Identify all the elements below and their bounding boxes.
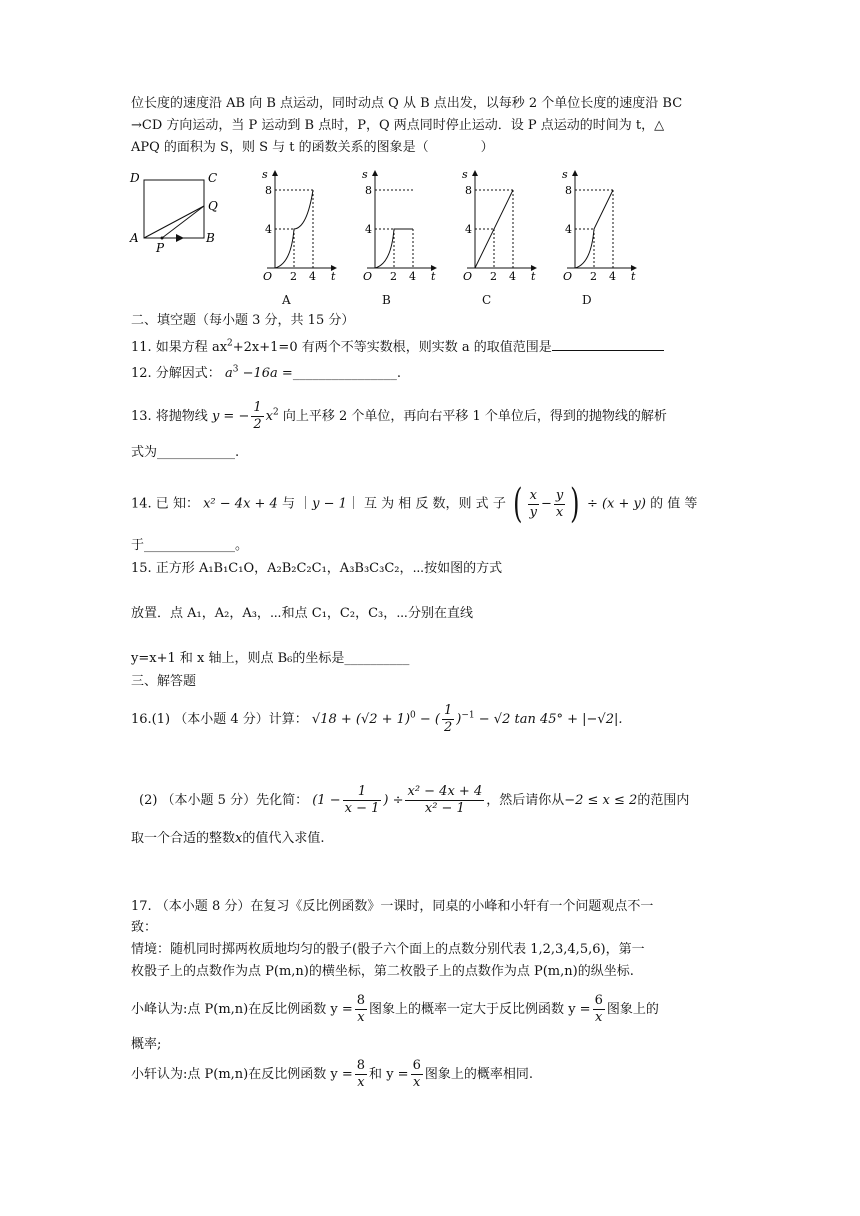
- question-14-line2: 于______________。: [131, 538, 249, 553]
- graph-option-b: [355, 168, 445, 280]
- svg-text:O: O: [363, 270, 373, 280]
- svg-text:s: s: [262, 168, 268, 181]
- svg-text:4: 4: [309, 270, 316, 280]
- option-label-b: B: [382, 293, 391, 307]
- svg-text:2: 2: [490, 270, 497, 280]
- svg-text:O: O: [263, 270, 273, 280]
- svg-text:4: 4: [565, 223, 572, 236]
- question-15-line1: 15. 正方形 A₁B₁C₁O，A₂B₂C₂C₁，A₃B₃C₃C₂，⋯按如图的方式: [131, 561, 503, 576]
- option-label-c: C: [482, 293, 492, 307]
- svg-text:t: t: [331, 270, 336, 280]
- question-16-part2-line2: 取一个合适的整数x的值代入求值.: [131, 831, 325, 846]
- answer-blank-11[interactable]: [552, 336, 664, 351]
- svg-text:O: O: [463, 270, 473, 280]
- question-17-line3: 情境：随机同时掷两枚质地均匀的骰子(骰子六个面上的点数分别代表 1,2,3,4,5,6)，第一: [131, 942, 645, 957]
- svg-text:s: s: [462, 168, 468, 181]
- question-16-part1: 16.(1) （本小题 4 分）计算： $√18 + (√2 + 1)^0$ − ( $\frac{1}{2}$ )$^{-1}$ − √2 tan 45° + |−√2|.: [131, 703, 623, 735]
- graph-option-a: [255, 168, 345, 280]
- square-figure: [126, 168, 226, 258]
- question-17-line1: 17. （本小题 8 分）在复习《反比例函数》一课时，同桌的小峰和小轩有一个问题观点不一: [131, 899, 654, 914]
- label-B: B: [206, 231, 215, 245]
- problem10-line3: APQ 的面积为 S，则 S 与 t 的函数关系的图象是（ ）: [131, 140, 494, 155]
- section3-heading: 三、解答题: [131, 674, 197, 689]
- label-D: D: [130, 171, 140, 185]
- svg-text:4: 4: [465, 223, 472, 236]
- svg-text:4: 4: [265, 223, 272, 236]
- svg-text:s: s: [362, 168, 368, 181]
- graph-option-d: [555, 168, 645, 280]
- label-P: P: [156, 241, 165, 255]
- problem10-line2: →CD 方向运动，当 P 运动到 B 点时，P，Q 两点同时停止运动．设 P 点运动的时间为 t，△: [131, 118, 665, 133]
- svg-text:8: 8: [365, 184, 372, 197]
- option-label-d: D: [582, 293, 592, 307]
- label-A: A: [130, 231, 139, 245]
- svg-text:4: 4: [509, 270, 516, 280]
- svg-text:8: 8: [565, 184, 572, 197]
- svg-text:t: t: [431, 270, 436, 280]
- svg-text:8: 8: [465, 184, 472, 197]
- question-13: 13. 将抛物线 y = − $\frac{1}{2}$ $x^2$ 向上平移 2 个单位，再向右平移 1 个单位后，得到的抛物线的解析: [131, 400, 667, 432]
- option-label-a: A: [282, 293, 291, 307]
- svg-text:8: 8: [265, 184, 272, 197]
- question-11: 11. 如果方程 $ax^2+2x+1=0$ 有两个不等实数根，则实数 a 的取值范围是: [131, 336, 664, 357]
- graph-option-c: [455, 168, 545, 280]
- question-17-xiaofeng: 小峰认为:点 P(m,n)在反比例函数 y = $\frac{8}{x}$ 图象上的概率一定大于反比例函数 y = $\frac{6}{x}$ 图象上的: [131, 993, 659, 1025]
- section2-heading: 二、填空题（每小题 3 分，共 15 分）: [131, 313, 355, 328]
- label-C: C: [208, 171, 218, 185]
- svg-text:4: 4: [409, 270, 416, 280]
- question-17-line6: 概率;: [131, 1037, 162, 1052]
- question-17-xiaoxuan: 小轩认为:点 P(m,n)在反比例函数 y = $\frac{8}{x}$ 和 y = $\frac{6}{x}$ 图象上的概率相同.: [131, 1058, 533, 1090]
- svg-text:2: 2: [290, 270, 297, 280]
- question-17-line2: 致：: [131, 920, 158, 935]
- svg-text:s: s: [562, 168, 568, 181]
- svg-text:O: O: [563, 270, 573, 280]
- svg-text:4: 4: [609, 270, 616, 280]
- label-Q: Q: [208, 199, 218, 213]
- question-12: 12. 分解因式： $a^3 -16a$ =________________.: [131, 364, 401, 381]
- question-13-line2: 式为____________.: [131, 445, 240, 460]
- question-15-line2: 放置．点 A₁，A₂，A₃，⋯和点 C₁，C₂，C₃，⋯分别在直线: [131, 606, 473, 621]
- question-15-line3: y=x+1 和 x 轴上，则点 B₆的坐标是__________: [131, 651, 410, 666]
- svg-text:2: 2: [390, 270, 397, 280]
- svg-text:t: t: [531, 270, 536, 280]
- question-17-line4: 枚骰子上的点数作为点 P(m,n)的横坐标，第二枚骰子上的点数作为点 P(m,n)的纵坐标.: [131, 964, 634, 979]
- svg-text:4: 4: [365, 223, 372, 236]
- question-14: 14. 已 知： x² − 4x + 4 与 ｜y − 1｜ 互 为 相 反 数，则 式 子 ( $\frac{x}{y}$ − $\frac{y}{x}$ ) ÷ (x + y) 的 值 等: [131, 481, 698, 527]
- svg-text:2: 2: [590, 270, 597, 280]
- svg-text:t: t: [631, 270, 636, 280]
- problem10-line1: 位长度的速度沿 AB 向 B 点运动，同时动点 Q 从 B 点出发，以每秒 2 个单位长度的速度沿 BC: [131, 96, 683, 111]
- question-16-part2: (2) （本小题 5 分）先化简： (1 − $\frac{1}{x - 1}$ ) ÷ $\frac{\text{x² − 4x + 4}}{\text{x² − 1}}$ ，然后请你从−2 ≤ x ≤ 2的范围内: [139, 784, 690, 816]
